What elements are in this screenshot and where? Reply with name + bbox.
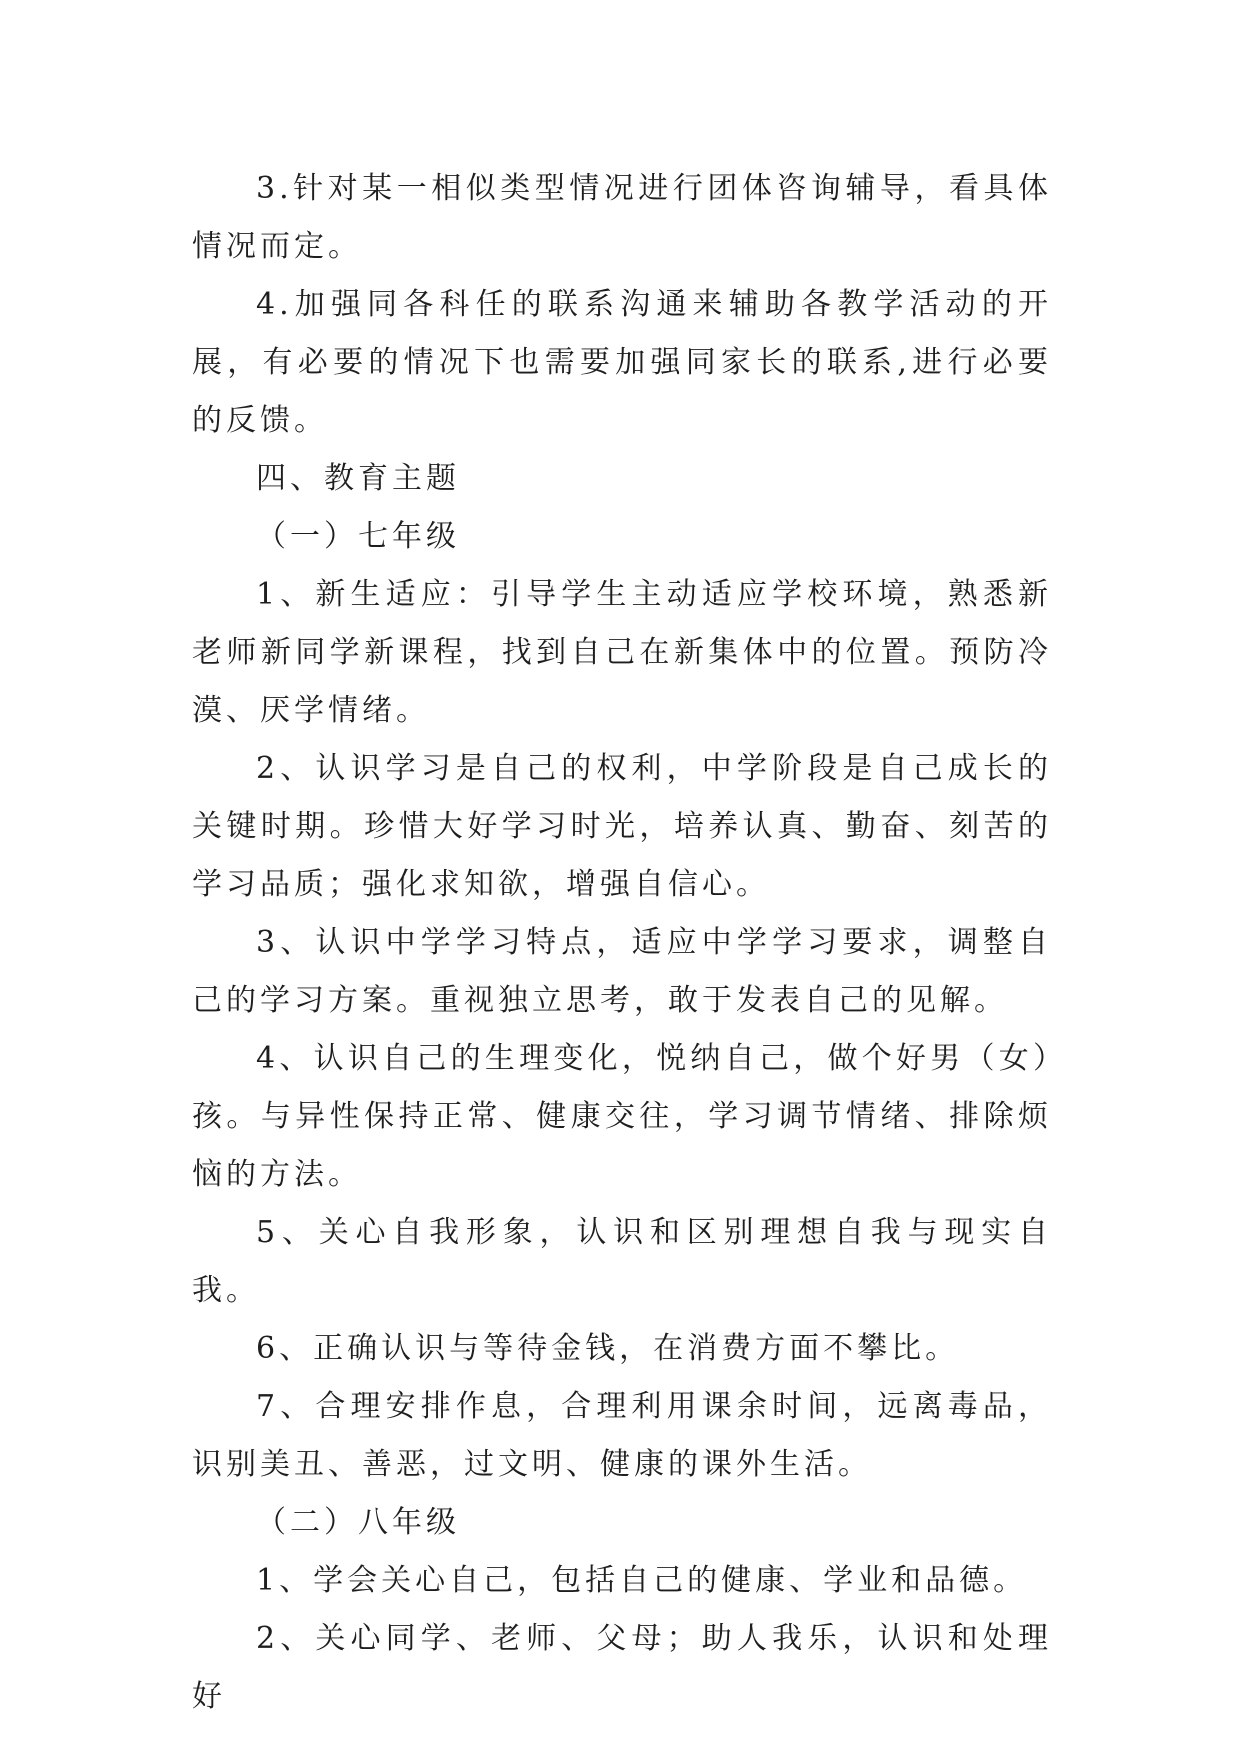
paragraph-grade8-item-2: 2、关心同学、老师、父母；助人我乐，认识和处理好 [192,1621,1052,1714]
paragraph-grade8-item-1: 1、学会关心自己，包括自己的健康、学业和品德。 [256,1563,1028,1598]
document-body [192,160,1052,1726]
subheading-grade-eight: （二）八年级 [256,1505,460,1540]
section-heading-education-theme: 四、教育主题 [256,461,460,496]
paragraph-item-3: 3.针对某一相似类型情况进行团体咨询辅导，看具体情况而定。 [192,171,1052,264]
paragraph-grade7-item-1: 1、新生适应：引导学生主动适应学校环境，熟悉新老师新同学新课程，找到自己在新集体中的位置。预防冷漠、厌学情绪。 [192,577,1052,728]
paragraph-grade7-item-2: 2、认识学习是自己的权利，中学阶段是自己成长的关键时期。珍惜大好学习时光，培养认真、勤奋、刻苦的学习品质；强化求知欲，增强自信心。 [192,751,1052,902]
subheading-grade-seven: （一）七年级 [256,519,460,554]
paragraph-grade7-item-4: 4、认识自己的生理变化，悦纳自己，做个好男（女）孩。与异性保持正常、健康交往，学习调节情绪、排除烦恼的方法。 [192,1041,1052,1192]
paragraph-item-4: 4.加强同各科任的联系沟通来辅助各教学活动的开展，有必要的情况下也需要加强同家长的联系,进行必要的反馈。 [192,287,1052,438]
paragraph-grade7-item-3: 3、认识中学学习特点，适应中学学习要求，调整自己的学习方案。重视独立思考，敢于发表自己的见解。 [192,925,1052,1018]
paragraph-grade7-item-6: 6、正确认识与等待金钱，在消费方面不攀比。 [256,1331,960,1366]
paragraph-grade7-item-5: 5、关心自我形象，认识和区别理想自我与现实自我。 [192,1215,1052,1308]
paragraph-grade7-item-7: 7、合理安排作息，合理利用课余时间，远离毒品，识别美丑、善恶，过文明、健康的课外生活。 [192,1389,1052,1482]
